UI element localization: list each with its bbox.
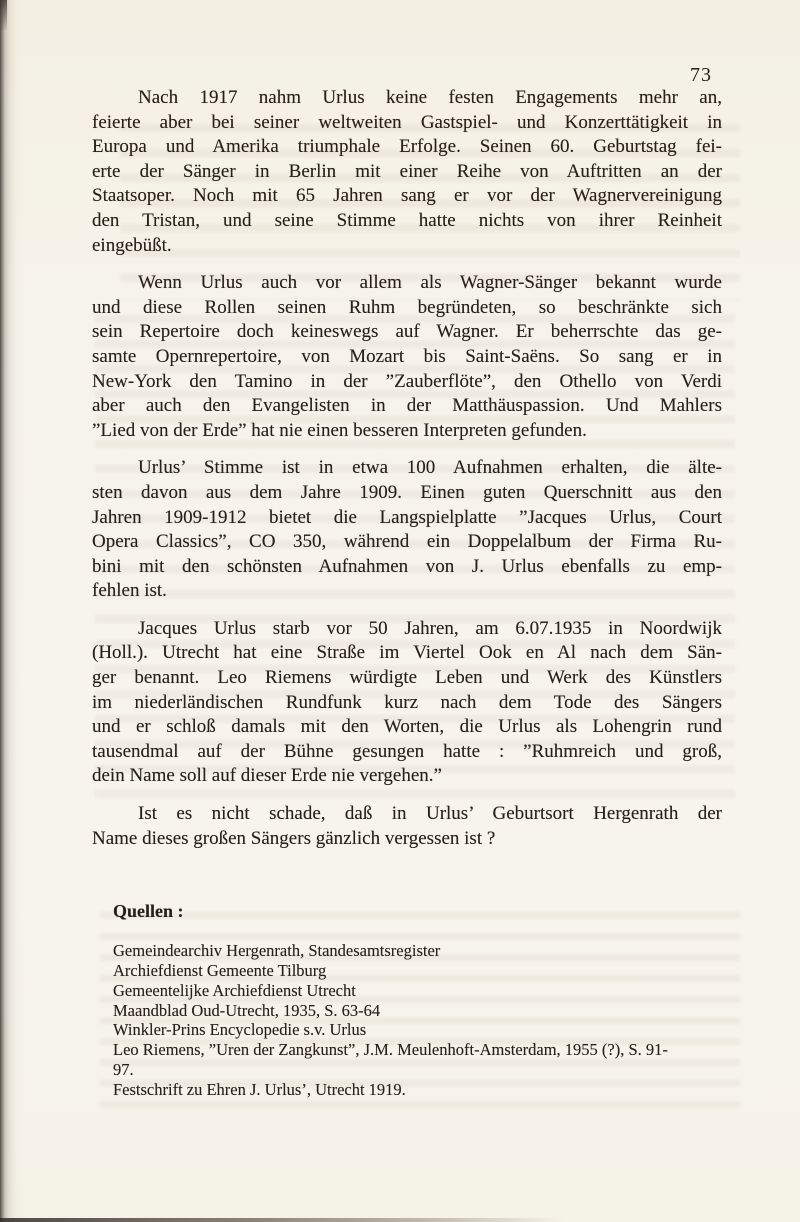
text-line: und er schloß damals mit den Worten, die Urlus als Lohengrin rund (92, 716, 722, 738)
text-line: Ist es nicht schade, daß in Urlus’ Geburtsort Hergenrath der (138, 803, 722, 825)
text-line: samte Opernrepertoire, von Mozart bis Saint-Saëns. So sang er in (92, 345, 722, 367)
source-item: Archiefdienst Gemeente Tilburg (113, 961, 327, 981)
text-line: Name dieses großen Sängers gänzlich vergessen ist ? (92, 827, 496, 849)
text-line: fehlen ist. (92, 580, 167, 602)
source-item: Festschrift zu Ehren J. Urlus’, Utrecht 1919. (113, 1079, 406, 1099)
paragraph (92, 456, 722, 604)
text-line: sten davon aus dem Jahre 1909. Einen guten Querschnitt aus den (92, 481, 722, 503)
text-line: Opera Classics”, CO 350, während ein Doppelalbum der Firma Ru- (92, 531, 722, 553)
text-line: New-York den Tamino in der ”Zauberflöte”, den Othello von Verdi (92, 370, 722, 392)
paragraph (92, 617, 722, 789)
text-line: ”Lied von der Erde” hat nie einen besseren Interpreten gefunden. (92, 419, 587, 441)
text-line: sein Repertoire doch keineswegs auf Wagner. Er beherrschte das ge- (92, 321, 722, 343)
sources-heading: Quellen : (113, 901, 184, 922)
scan-left-edge (0, 0, 24, 1222)
text-line: Europa und Amerika triumphale Erfolge. Seinen 60. Geburtstag fei- (92, 136, 722, 158)
text-line: dein Name soll auf dieser Erde nie vergehen.” (92, 765, 442, 787)
text-line: (Holl.). Utrecht hat eine Straße im Viertel Ook en Al nach dem Sän- (92, 642, 722, 664)
source-item: Maandblad Oud-Utrecht, 1935, S. 63-64 (113, 1000, 381, 1020)
text-line: im niederländischen Rundfunk kurz nach dem Tode des Sängers (92, 691, 722, 713)
source-item: Gemeentelijke Archiefdienst Utrecht (113, 980, 356, 1000)
text-line: den Tristan, und seine Stimme hatte nichts von ihrer Reinheit (92, 209, 722, 231)
text-line: und diese Rollen seinen Ruhm begründeten, so beschränkte sich (92, 296, 722, 318)
text-line: eingebüßt. (92, 234, 172, 256)
text-line: ger benannt. Leo Riemens würdigte Leben und Werk des Künstlers (92, 667, 722, 689)
paragraph (92, 802, 722, 851)
article-text (92, 86, 722, 1100)
source-item: 97. (113, 1060, 134, 1079)
page-number: 73 (690, 64, 712, 86)
text-line: tausendmal auf der Bühne gesungen hatte : ”Ruhmreich und groß, (92, 740, 722, 762)
text-line: Urlus’ Stimme ist in etwa 100 Aufnahmen erhalten, die älte- (138, 457, 722, 479)
text-line: Jahren 1909-1912 bietet die Langspielplatte ”Jacques Urlus, Court (92, 506, 722, 528)
text-line: feierte aber bei seiner weltweiten Gastspiel- und Konzerttätigkeit in (92, 111, 722, 133)
text-line: Staatsoper. Noch mit 65 Jahren sang er vor der Wagnervereinigung (92, 185, 722, 207)
scan-bottom-edge (0, 1218, 565, 1222)
text-line: bini mit den schönsten Aufnahmen von J. Urlus ebenfalls zu emp- (92, 555, 722, 577)
text-line: Wenn Urlus auch vor allem als Wagner-Sänger bekannt wurde (138, 272, 722, 294)
scan-corner-mark (0, 0, 7, 30)
source-item: Gemeindearchiv Hergenrath, Standesamtsregister (113, 941, 441, 961)
text-line: Nach 1917 nahm Urlus keine festen Engagements mehr an, (138, 87, 722, 108)
source-item: Winkler-Prins Encyclopedie s.v. Urlus (113, 1020, 367, 1040)
text-line: aber auch den Evangelisten in der Matthäuspassion. Und Mahlers (92, 395, 722, 417)
text-line: Jacques Urlus starb vor 50 Jahren, am 6.07.1935 in Noordwijk (138, 617, 722, 639)
paragraphs-container (92, 86, 722, 851)
source-item: Leo Riemens, ”Uren der Zangkunst”, J.M. Meulenhoft-Amsterdam, 1955 (?), S. 91- (113, 1040, 668, 1060)
source-list (113, 941, 722, 1099)
text-line: erte der Sänger in Berlin mit einer Reihe von Auftritten an der (92, 160, 722, 182)
paragraph (92, 86, 722, 258)
paragraph (92, 271, 722, 443)
